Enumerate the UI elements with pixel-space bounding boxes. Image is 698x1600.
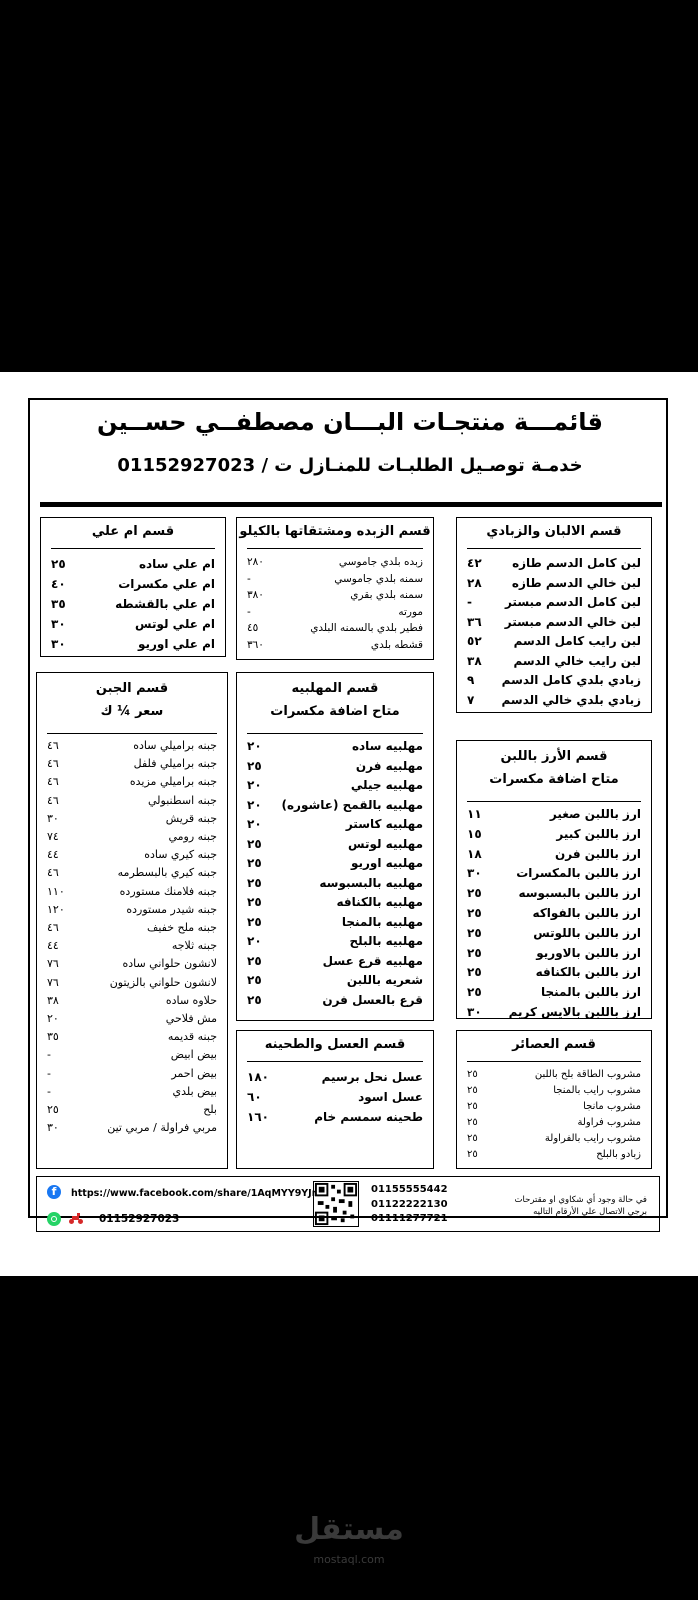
item-price: ٥٢ [467, 634, 482, 648]
item-name: ارز باللبن فرن [555, 846, 641, 861]
menu-item [467, 652, 641, 672]
menu-item [467, 1003, 641, 1023]
menu-item [247, 991, 423, 1011]
item-name: جبنه قريش [165, 811, 217, 825]
item-price: ٢٥ [247, 992, 262, 1007]
item-price: ٢٠ [247, 739, 262, 753]
section-honey-tahini [236, 1030, 434, 1169]
item-price: ٤٦ [47, 739, 59, 752]
item-price: ٢٥ [467, 1149, 478, 1160]
menu-item [47, 883, 217, 901]
item-price: ٣٦ [467, 614, 482, 629]
item-name: ارز باللبن كبير [556, 826, 641, 841]
section-title: قسم العسل والطحينه [264, 1037, 406, 1052]
item-name: جبنه براميلي مزيده [129, 775, 217, 789]
item-name: ام علي بالقشطه [115, 597, 215, 611]
item-name: جبنه ملح خفيف [146, 921, 217, 935]
menu-item [467, 632, 641, 652]
menu-item [47, 846, 217, 864]
menu-item [467, 825, 641, 845]
mostaql-watermark-logo: مستقل [294, 1512, 404, 1547]
menu-item [47, 755, 217, 773]
menu-item [47, 955, 217, 973]
item-name: ام علي اوريو [137, 637, 215, 651]
item-price: ٢٥ [467, 886, 482, 901]
menu-item [247, 893, 423, 913]
section-title: قسم الجبن [95, 681, 169, 696]
whatsapp-phone[interactable]: 01152927023 [99, 1213, 180, 1225]
item-price: ٣٨٠ [247, 589, 264, 601]
contact-footer [36, 1176, 660, 1232]
menu-item [47, 737, 217, 755]
item-price: ٣٠ [51, 637, 66, 651]
menu-item [47, 901, 217, 919]
item-name: لبن خالي الدسم طازه [511, 575, 641, 590]
section-butter [236, 517, 434, 660]
qr-code-icon [313, 1181, 359, 1227]
item-list [247, 737, 423, 1010]
item-price: ٢٠ [47, 1012, 59, 1026]
item-name: عسل نحل برسيم [321, 1070, 423, 1084]
menu-item [247, 776, 423, 796]
item-price: - [47, 1048, 51, 1062]
item-price: ٤٢ [467, 556, 482, 570]
item-price: ٤٦ [47, 775, 59, 789]
item-price: ٢٠ [247, 778, 262, 792]
menu-item [47, 828, 217, 846]
item-price: ٢٥ [467, 1069, 478, 1080]
item-name: جبنه كيري ساده [144, 848, 217, 862]
item-name: حلاوه ساده [165, 993, 217, 1007]
item-name: مهلبيه بالقمح (عاشوره) [281, 797, 423, 812]
item-price: ٣٥ [47, 1030, 59, 1044]
item-name: بيض ابيض [170, 1048, 217, 1062]
item-name: مشروب مانجا [583, 1101, 641, 1112]
item-price: ٢٥ [467, 1085, 478, 1096]
menu-item [247, 637, 423, 654]
item-price: ٤٦ [47, 921, 59, 935]
contact-phone[interactable]: 01111277721 [371, 1213, 448, 1224]
contact-phones [371, 1183, 448, 1227]
menu-item [467, 574, 641, 594]
item-name: لبن رايب خالي الدسم [513, 653, 641, 668]
item-price: ٢٥ [467, 965, 482, 980]
menu-item [47, 810, 217, 828]
item-name: لانشون حلواني ساده [122, 957, 217, 971]
item-price: ٣٠ [467, 1004, 482, 1019]
item-name: مورته [398, 605, 423, 618]
menu-item [467, 864, 641, 884]
item-name: جبنه براميلي فلفل [133, 757, 217, 771]
item-price: ٧٤ [47, 830, 59, 844]
item-name: ام علي مكسرات [118, 577, 215, 591]
menu-item [47, 974, 217, 992]
item-name: مهلبيه لوتس [348, 836, 423, 851]
menu-item [247, 835, 423, 855]
item-price: ٢٥ [247, 914, 262, 929]
item-price: ٢٨٠ [247, 556, 264, 568]
item-name: عسل اسود [358, 1090, 423, 1104]
section-rice-pudding [456, 740, 652, 1019]
mostaql-watermark-url: mostaql.com [313, 1553, 385, 1566]
section-om-ali [40, 517, 226, 657]
item-price: ٢٥ [247, 895, 262, 909]
menu-item [467, 904, 641, 924]
menu-item [47, 1046, 217, 1064]
item-price: - [47, 1066, 51, 1080]
item-price: ١٢٠ [47, 902, 65, 916]
menu-item [47, 792, 217, 810]
item-name: لبن كامل الدسم طازه [512, 556, 641, 570]
menu-item [467, 845, 641, 865]
item-name: جبنه براميلي ساده [133, 739, 217, 752]
item-price: ٢٥ [247, 953, 262, 968]
item-name: جبنه قديمه [167, 1030, 217, 1044]
item-name: لبن خالي الدسم مبستر [504, 614, 641, 629]
item-price: ٤٦ [47, 793, 59, 807]
item-name: مهلبيه بالمنجا [341, 914, 423, 929]
item-price: ٢٥ [247, 758, 262, 773]
item-name: شعريه باللبن [346, 973, 423, 987]
item-price: ٢٠ [247, 934, 262, 948]
item-price: ١٨٠ [247, 1070, 269, 1084]
item-list [247, 1067, 423, 1127]
menu-item [47, 1119, 217, 1137]
item-name: ام علي لوتس [135, 617, 215, 631]
item-name: مهلبيه اوريو [350, 856, 423, 870]
menu-item [247, 815, 423, 835]
item-price: ٤٤ [47, 848, 59, 862]
menu-item [47, 919, 217, 937]
item-price: ٤٥ [247, 622, 259, 634]
item-list [467, 1067, 641, 1163]
menu-item [467, 1131, 641, 1147]
item-list [47, 737, 217, 1137]
item-price: ٧٦ [47, 957, 59, 971]
section-mahalabia [236, 672, 434, 1021]
item-price: ٢٥ [247, 875, 262, 890]
item-price: ١١٠ [47, 884, 65, 898]
item-name: مهلبيه بالكنافه [336, 895, 423, 909]
menu-item [247, 737, 423, 757]
menu-item [247, 587, 423, 604]
item-price: ١٨ [467, 846, 482, 861]
item-price: ١٥ [467, 826, 482, 841]
item-price: ٣٠ [47, 811, 59, 825]
menu-item [47, 992, 217, 1010]
item-price: ١٦٠ [247, 1110, 269, 1124]
section-title: قسم ام علي [91, 524, 175, 539]
menu-item [247, 932, 423, 952]
menu-item [47, 1101, 217, 1119]
item-price: ٢٥ [467, 905, 482, 920]
contact-phone[interactable]: 01122222130 [371, 1198, 448, 1210]
item-price: ٢٠ [247, 817, 262, 831]
item-price: - [247, 605, 251, 618]
menu-item [51, 594, 215, 614]
section-title: قسم الالبان والزبادي [486, 524, 622, 539]
item-name: قرع بالعسل فرن [322, 992, 423, 1007]
item-name: زبادو بالبلح [596, 1149, 641, 1160]
item-name: بلح [203, 1103, 217, 1117]
item-name: طحينه سمسم خام [314, 1110, 423, 1124]
menu-item [467, 554, 641, 574]
menu-item [247, 554, 423, 571]
menu-item [467, 593, 641, 613]
item-name: سمنه بلدي جاموسي [334, 572, 423, 585]
item-price: ٣٠ [51, 617, 66, 631]
item-price: ٣٨ [47, 993, 59, 1007]
menu-item [467, 963, 641, 983]
item-name: لبن كامل الدسم مبستر [504, 595, 641, 609]
item-price: ٣٥ [51, 597, 66, 611]
menu-item [47, 864, 217, 882]
item-price: ٢٥ [247, 836, 262, 851]
section-subtitle: سعر ¼ ك [100, 704, 164, 719]
item-name: جبنه فلامنك مستورده [119, 884, 217, 898]
item-name: ارز باللبن بالمكسرات [516, 866, 641, 881]
facebook-icon[interactable]: f [47, 1185, 61, 1199]
item-name: مهلبيه بالبلح [349, 934, 423, 948]
complaints-note: في حالة وجود أي شكاوي او مقترحات برجي الاتصال علي الأرقام التاليه [514, 1195, 647, 1217]
item-name: مهلبيه قرع عسل [322, 953, 423, 968]
item-name: زبادي بلدي كامل الدسم [501, 673, 641, 687]
menu-item [467, 983, 641, 1003]
item-price: ٣٨ [467, 653, 482, 668]
menu-item [247, 571, 423, 588]
item-name: مهلبيه ساده [351, 739, 423, 753]
item-list [467, 554, 641, 710]
item-price: ٧ [467, 692, 475, 707]
menu-item [247, 952, 423, 972]
menu-item [247, 757, 423, 777]
item-name: بيض بلدي [172, 1084, 217, 1098]
item-price: ٦٠ [247, 1090, 262, 1104]
item-list [247, 554, 423, 653]
menu-item [467, 1147, 641, 1163]
item-name: ارز باللبن باللوتس [533, 925, 641, 940]
menu-item [247, 913, 423, 933]
item-name: زبادي بلدي خالي الدسم [501, 692, 641, 707]
menu-item [247, 1067, 423, 1087]
menu-item [247, 1087, 423, 1107]
item-name: مشروب رايب بالفراولة [544, 1133, 641, 1144]
menu-item [467, 805, 641, 825]
item-name: ارز باللبن بالايس كريم [508, 1004, 641, 1019]
item-name: جبنه شيدر مستورده [126, 902, 217, 916]
section-subtitle: متاح اضافة مكسرات [489, 772, 619, 787]
item-name: لبن رايب كامل الدسم [513, 634, 641, 648]
item-price: - [247, 572, 251, 585]
item-price: ٤٤ [47, 939, 59, 953]
section-juices [456, 1030, 652, 1169]
item-list [51, 554, 215, 654]
item-price: ٣٠ [467, 866, 482, 881]
menu-item [467, 691, 641, 711]
menu-item [467, 1067, 641, 1083]
item-name: جبنه اسطنبولي [148, 793, 217, 807]
section-cheese [36, 672, 228, 1169]
item-price: ٣٠ [47, 1121, 59, 1135]
menu-item [247, 1107, 423, 1127]
section-title: قسم المهلبيه [291, 681, 379, 696]
item-price: ١١ [467, 807, 482, 821]
item-name: ارز باللبن صغير [549, 807, 641, 821]
item-price: ٤٠ [51, 577, 66, 591]
section-subtitle: متاح اضافة مكسرات [270, 704, 400, 719]
item-name: جبنه ثلاجه [171, 939, 217, 953]
delivery-subtitle: خدمـة توصـيل الطلبـات للمنـازل ت / 01152927023 [117, 455, 583, 476]
section-dairy [456, 517, 652, 713]
menu-item [467, 924, 641, 944]
delivery-motorbike-icon [68, 1211, 84, 1225]
contact-phone[interactable]: 01155555442 [371, 1184, 448, 1195]
item-price: ٢٥ [467, 925, 482, 940]
item-name: مشروب رايب بالمنجا [553, 1085, 641, 1096]
item-name: مربي فراولة / مربي تين [107, 1121, 217, 1135]
item-price: - [467, 595, 472, 609]
menu-item [467, 613, 641, 633]
section-title: قسم الأرز باللبن [500, 749, 608, 764]
header-divider [40, 502, 662, 507]
item-price: ٤٦ [47, 757, 59, 771]
menu-item [467, 884, 641, 904]
menu-item [47, 937, 217, 955]
item-name: ارز باللبن بالمنجا [540, 985, 641, 1000]
item-name: مشروب فراولة [577, 1117, 641, 1128]
item-name: ارز باللبن بالاوريو [536, 945, 641, 960]
item-list [467, 805, 641, 1023]
item-price: ٢٥ [247, 973, 262, 987]
item-name: ارز باللبن بالكنافه [535, 965, 641, 980]
item-price: ٢٥ [467, 1117, 478, 1128]
section-title: قسم الزبده ومشتقاتها بالكيلو [239, 524, 431, 539]
item-name: مهلبيه كاستر [345, 817, 423, 831]
item-price: ٢٥ [247, 856, 262, 870]
item-price: ٢٨ [467, 575, 482, 590]
page-title: قائمـــة منتجـات البـــان مصطفــي حســين [96, 408, 603, 436]
menu-item [47, 1065, 217, 1083]
item-name: مش فلاحي [165, 1012, 217, 1026]
menu-item [47, 1083, 217, 1101]
menu-item [247, 971, 423, 991]
item-price: ٢٠ [247, 797, 262, 812]
menu-item [51, 554, 215, 574]
item-name: سمنه بلدي بقري [350, 589, 423, 601]
item-name: مهلبيه بالبسبوسه [319, 875, 423, 890]
menu-item [51, 634, 215, 654]
menu-item [467, 1099, 641, 1115]
item-price: ٤٦ [47, 866, 59, 880]
menu-item [467, 1083, 641, 1099]
item-name: زبده بلدي جاموسي [338, 556, 423, 568]
item-price: ٢٥ [467, 1133, 478, 1144]
menu-item [247, 604, 423, 621]
menu-item [247, 796, 423, 816]
menu-item [247, 874, 423, 894]
menu-item [51, 574, 215, 594]
item-name: فطير بلدي بالسمنه البلدي [310, 622, 423, 634]
menu-item [247, 854, 423, 874]
menu-item [47, 1028, 217, 1046]
item-name: مهلبيه فرن [355, 758, 423, 773]
menu-item [247, 620, 423, 637]
item-name: ام علي ساده [138, 557, 215, 571]
menu-item [467, 671, 641, 691]
whatsapp-icon[interactable] [47, 1212, 61, 1226]
item-name: قشطه بلدي [370, 638, 423, 651]
item-name: جبنه كيري بالبسطرمه [117, 866, 217, 880]
menu-item [51, 614, 215, 634]
item-price: ٣٦٠ [247, 638, 264, 651]
section-title: قسم العصائر [512, 1037, 596, 1052]
menu-item [467, 944, 641, 964]
item-price: ٢٥ [467, 1101, 478, 1112]
item-price: ٢٥ [47, 1103, 59, 1117]
item-name: مهلبيه جيلي [350, 778, 423, 792]
item-name: ارز باللبن بالبسبوسه [518, 886, 641, 901]
item-price: ٢٥ [51, 557, 66, 571]
item-name: ارز باللبن بالفواكه [532, 905, 641, 920]
item-price: ٢٥ [467, 945, 482, 960]
item-price: ٧٦ [47, 975, 59, 989]
menu-item [47, 1010, 217, 1028]
item-name: مشروب الطاقة بلح باللبن [534, 1069, 641, 1080]
menu-item [47, 773, 217, 791]
item-name: بيض احمر [171, 1066, 217, 1080]
item-name: جبنه رومي [168, 830, 217, 844]
item-price: - [47, 1084, 51, 1098]
facebook-link[interactable]: https://www.facebook.com/share/1AqMYY9YJr [71, 1188, 317, 1199]
item-price: ٩ [467, 673, 475, 687]
item-price: ٢٥ [467, 985, 482, 1000]
item-name: لانشون حلواني بالزيتون [109, 975, 217, 989]
menu-item [467, 1115, 641, 1131]
